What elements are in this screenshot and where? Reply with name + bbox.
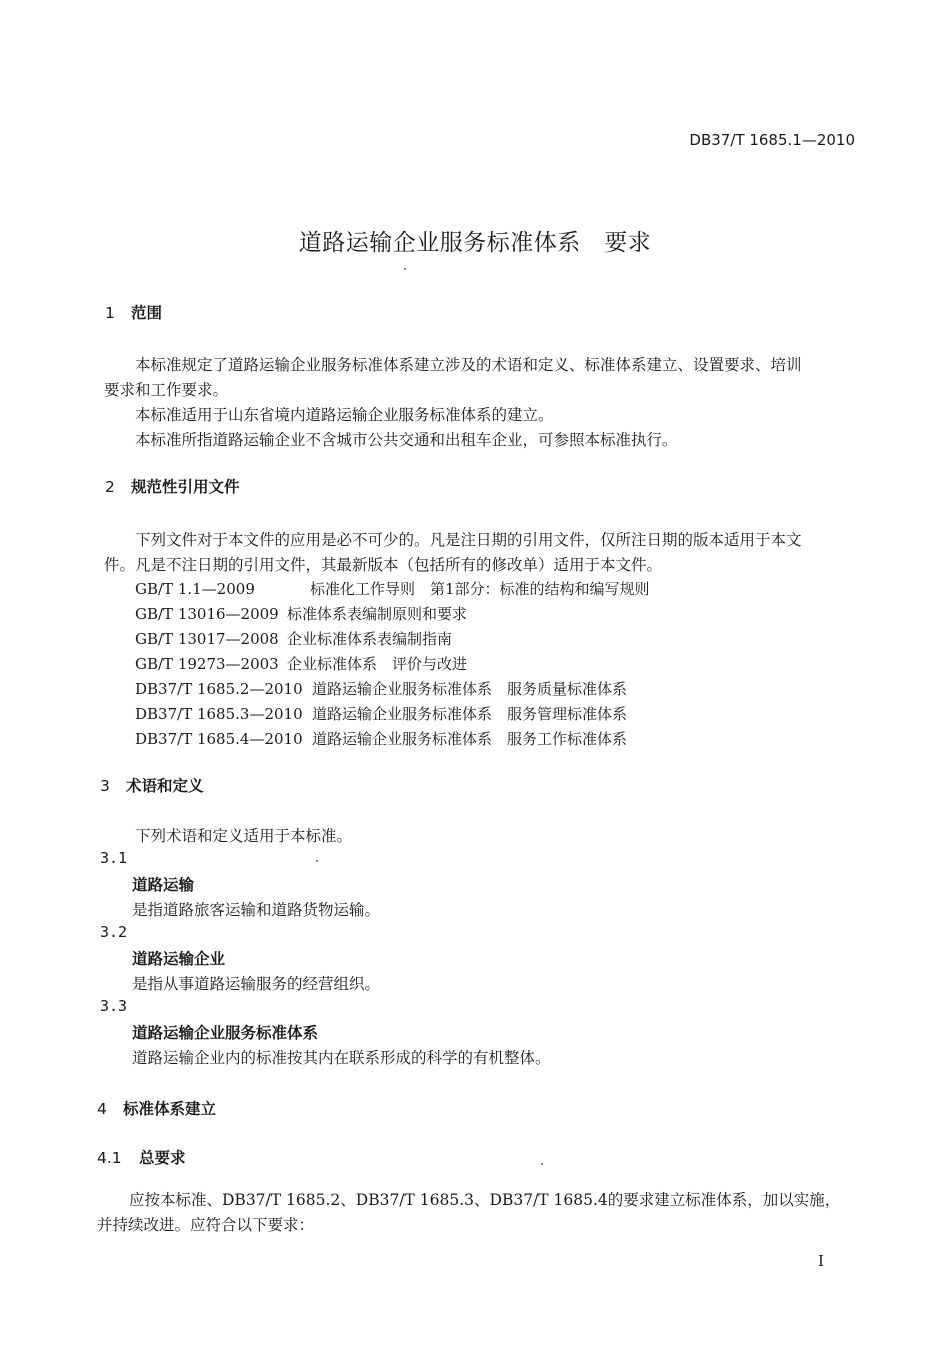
reference-title: 道路运输企业服务标准体系 服务质量标准体系 — [312, 680, 628, 698]
paragraph-line: 应按本标准、DB37/T 1685.2、DB37/T 1685.3、DB37/T 1685.4的要求建立标准体系，加以实施， — [129, 1191, 841, 1209]
page-number: I — [818, 1252, 824, 1270]
term-name: 道路运输企业 — [132, 950, 226, 968]
reference-title: 标准体系表编制原则和要求 — [287, 605, 468, 623]
reference-code: GB/T 19273—2003 — [135, 655, 279, 673]
scan-speck — [541, 1163, 543, 1165]
section-number: 2 — [105, 478, 115, 496]
paragraph-line: 要求和工作要求。 — [104, 381, 229, 399]
scan-speck — [404, 268, 406, 270]
reference-code: GB/T 13017—2008 — [135, 630, 279, 648]
document-title: 道路运输企业服务标准体系 要求 — [298, 230, 652, 256]
term-definition: 是指从事道路运输服务的经营组织。 — [132, 975, 381, 993]
section-number: 3 — [100, 777, 110, 795]
term-name: 道路运输 — [132, 876, 195, 894]
paragraph-line: 件。凡是不注日期的引用文件，其最新版本（包括所有的修改单）适用于本文件。 — [104, 556, 663, 574]
section-title: 标准体系建立 — [123, 1100, 217, 1118]
standard-code: DB37/T 1685.1—2010 — [689, 131, 855, 149]
term-name: 道路运输企业服务标准体系 — [132, 1024, 319, 1042]
reference-item — [135, 703, 627, 724]
paragraph-line: 下列文件对于本文件的应用是必不可少的。凡是注日期的引用文件，仅所注日期的版本适用于本文 — [135, 531, 802, 549]
term-number: 3.1 — [100, 849, 128, 867]
subsection-title: 总要求 — [139, 1149, 186, 1167]
reference-code: DB37/T 1685.4—2010 — [135, 730, 303, 748]
reference-item — [135, 728, 627, 749]
term-definition: 是指道路旅客运输和道路货物运输。 — [132, 901, 381, 919]
section-2-heading — [105, 475, 240, 497]
reference-item — [135, 628, 452, 649]
section-1-heading — [105, 301, 162, 323]
paragraph-line: 并持续改进。应符合以下要求： — [97, 1216, 315, 1234]
section-4-heading — [97, 1097, 216, 1119]
reference-title: 道路运输企业服务标准体系 服务管理标准体系 — [312, 705, 628, 723]
term-number: 3.3 — [100, 997, 128, 1015]
reference-code: GB/T 1.1—2009 — [135, 580, 255, 598]
reference-item — [135, 578, 650, 599]
reference-title: 企业标准体系 评价与改进 — [287, 655, 468, 673]
reference-code: DB37/T 1685.3—2010 — [135, 705, 303, 723]
section-title: 范围 — [131, 304, 163, 322]
section-title: 规范性引用文件 — [131, 478, 240, 496]
reference-title: 企业标准体系表编制指南 — [287, 630, 453, 648]
reference-item — [135, 653, 467, 674]
reference-item — [135, 678, 627, 699]
reference-code: DB37/T 1685.2—2010 — [135, 680, 303, 698]
paragraph-line: 本标准规定了道路运输企业服务标准体系建立涉及的术语和定义、标准体系建立、设置要求、培训 — [135, 356, 802, 374]
reference-code: GB/T 13016—2009 — [135, 605, 279, 623]
subsection-number: 4.1 — [97, 1149, 122, 1167]
section-title: 术语和定义 — [126, 777, 204, 795]
term-definition: 道路运输企业内的标准按其内在联系形成的科学的有机整体。 — [132, 1049, 551, 1067]
section-3-heading — [100, 774, 204, 796]
reference-item — [135, 603, 467, 624]
reference-title: 道路运输企业服务标准体系 服务工作标准体系 — [312, 730, 628, 748]
paragraph-line: 下列术语和定义适用于本标准。 — [135, 827, 353, 845]
section-number: 1 — [105, 304, 115, 322]
subsection-4-1-heading — [97, 1146, 186, 1168]
paragraph-line: 本标准适用于山东省境内道路运输企业服务标准体系的建立。 — [135, 406, 554, 424]
section-number: 4 — [97, 1100, 107, 1118]
reference-title: 标准化工作导则 第1部分：标准的结构和编写规则 — [310, 580, 650, 598]
term-number: 3.2 — [100, 923, 128, 941]
scan-speck — [316, 860, 318, 862]
paragraph-line: 本标准所指道路运输企业不含城市公共交通和出租车企业，可参照本标准执行。 — [135, 431, 678, 449]
